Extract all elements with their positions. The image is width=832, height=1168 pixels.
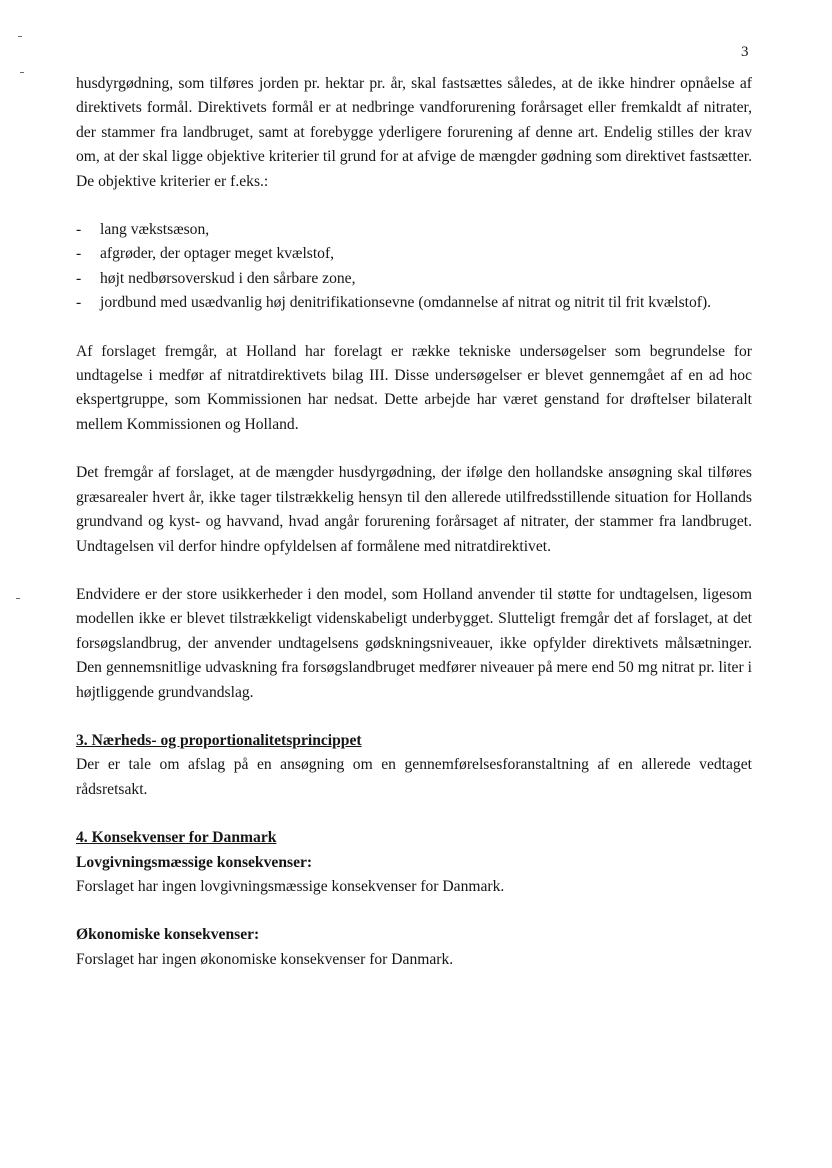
economic-body: Forslaget har ingen økonomiske konsekvenser for Danmark. xyxy=(76,950,454,968)
list-item: - afgrøder, der optager meget kvælstof, xyxy=(76,242,752,266)
scan-margin-mark xyxy=(18,36,22,37)
list-item: - lang vækstsæson, xyxy=(76,218,752,242)
page-number: 3 xyxy=(741,44,749,60)
subheading-economic: Økonomiske konsekvenser: xyxy=(76,926,260,944)
legislative-body: Forslaget har ingen lovgivningsmæssige konsekvenser for Danmark. xyxy=(76,877,505,895)
maengder-paragraph: Det fremgår af forslaget, at de mængder husdyrgødning, der ifølge den hollandske ansøgning skal tilføres græsarealer hvert år, ikke tager tilstrækkelig hensyn til den allerede utilfredsstillende situation for Hollands grundvand og kyst- og havvand, hvad angår forurening forårsaget af nitrater, der stammer fra landbruget. Undtagelsen vil derfor hindre opfyldelsen af formålene med nitratdirektivet. xyxy=(76,464,752,555)
subheading-legislative: Lovgivningsmæssige konsekvenser: xyxy=(76,853,313,871)
section-body-proportionality: Der er tale om afslag på en ansøgning om en gennemførelsesforanstaltning af en allerede vedtaget rådsretsakt. xyxy=(76,756,752,798)
list-item: - højt nedbørsoverskud i den sårbare zone, xyxy=(76,267,752,291)
usikkerheder-paragraph: Endvidere er der store usikkerheder i den model, som Holland anvender til støtte for undtagelsen, ligesom modellen ikke er blevet tilstrækkeligt videnskabeligt underbygget. Slutteligt fremgår det af forslaget, at det forsøgslandbrug, der anvender undtagelsens gødskningsniveauer, ikke opfylder direktivets målsætninger. Den gennemsnitlige udvaskning fra forsøgslandbruget medfører niveauer på mere end 50 mg nitrat pr. liter i højtliggende grundvandslag. xyxy=(76,585,752,701)
criteria-list xyxy=(76,218,752,316)
scan-margin-mark xyxy=(16,598,20,599)
holland-paragraph: Af forslaget fremgår, at Holland har forelagt er række tekniske undersøgelser som begrundelse for undtagelse i medfør af nitratdirektivets bilag III. Disse undersøgelser er blevet gennemgået af en ad hoc ekspertgruppe, som Kommissionen har nedsat. Dette arbejde har været genstand for drøftelser bilateralt mellem Kommissionen og Holland. xyxy=(76,342,752,433)
list-item: - jordbund med usædvanlig høj denitrifikationsevne (omdannelse af nitrat og nitrit til frit kvælstof). xyxy=(76,291,752,315)
section-heading-consequences: 4. Konsekvenser for Danmark xyxy=(76,829,277,847)
scan-margin-mark xyxy=(20,72,24,73)
document-body xyxy=(76,72,752,972)
intro-paragraph: husdyrgødning, som tilføres jorden pr. hektar pr. år, skal fastsættes således, at de ikke hindrer opnåelse af direktivets formål. Direktivets formål er at nedbringe vandforurening forårsaget eller fremkaldt af nitrater, der stammer fra landbruget, samt at forebygge yderligere forurening af denne art. Endelig stilles der krav om, at der skal ligge objektive kriterier til grund for at afvige de mængder gødning som direktivet fastsætter. De objektive kriterier er f.eks.: xyxy=(76,75,752,190)
section-heading-proportionality: 3. Nærheds- og proportionalitetsprincippet xyxy=(76,731,362,749)
